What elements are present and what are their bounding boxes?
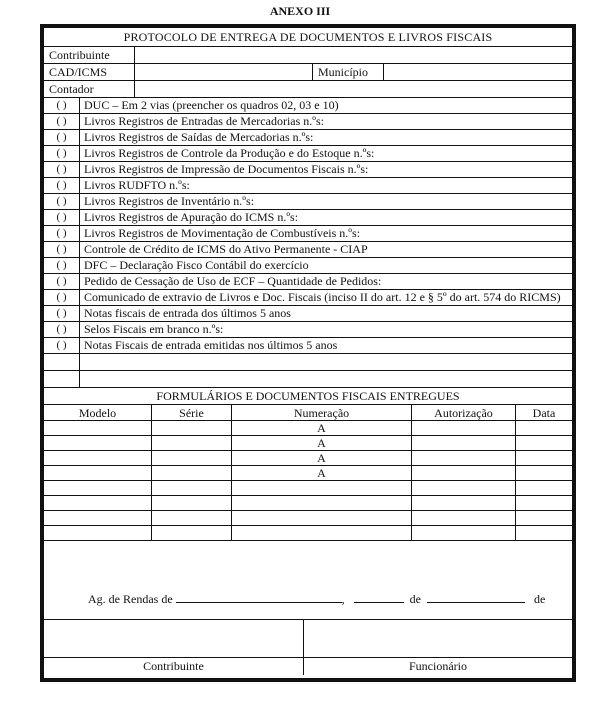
checklist-item-label: Selos Fiscais em branco n.ºs:: [84, 322, 224, 336]
cad-icms-field[interactable]: [135, 64, 313, 80]
cell-serie[interactable]: [152, 496, 232, 511]
cell-modelo[interactable]: [44, 436, 152, 451]
cell-modelo[interactable]: [44, 481, 152, 496]
checkbox[interactable]: ( ): [44, 178, 80, 193]
forms-table: [44, 405, 572, 541]
checkbox[interactable]: ( ): [44, 258, 80, 273]
col-header-autorizacao: Autorização: [412, 405, 516, 421]
blank-row: [44, 354, 572, 371]
location-date-line: [88, 590, 545, 607]
checkbox[interactable]: ( ): [44, 194, 80, 209]
checklist-item-label: Notas fiscais de entrada dos últimos 5 anos: [84, 306, 291, 320]
contador-row: [44, 81, 572, 98]
contribuinte-label: Contribuinte: [44, 47, 135, 63]
checklist-item-label: Livros Registros de Saídas de Mercadorias n.ºs:: [84, 130, 314, 144]
cell-data[interactable]: [516, 481, 572, 496]
checklist-item-label: DUC – Em 2 vias (preencher os quadros 02, 03 e 10): [84, 98, 339, 112]
cell-serie[interactable]: [152, 436, 232, 451]
contribuinte-field[interactable]: [135, 47, 572, 63]
checklist-item: [44, 98, 572, 114]
checklist-item-label: Livros Registros de Movimentação de Combustíveis n.ºs:: [84, 226, 361, 240]
checkbox[interactable]: ( ): [44, 130, 80, 145]
cell-modelo[interactable]: [44, 511, 152, 526]
cell-modelo[interactable]: [44, 451, 152, 466]
checklist-item-label: Controle de Crédito de ICMS do Ativo Permanente - CIAP: [84, 242, 368, 256]
municipio-label: Município: [313, 64, 384, 80]
cell-data[interactable]: [516, 466, 572, 481]
contribuinte-row: [44, 47, 572, 64]
checklist-item: [44, 162, 572, 178]
checklist-item: [44, 178, 572, 194]
ag-rendas-label: Ag. de Rendas de: [88, 592, 173, 606]
signatures: [44, 620, 572, 675]
location-date-section: [44, 541, 572, 620]
checklist-item: [44, 322, 572, 338]
checklist: [44, 98, 572, 354]
cell-modelo[interactable]: [44, 466, 152, 481]
municipio-field[interactable]: [384, 64, 572, 80]
checklist-item: [44, 194, 572, 210]
col-header-serie: Série: [152, 405, 232, 421]
checkbox[interactable]: ( ): [44, 210, 80, 225]
cell-numeracao[interactable]: A: [232, 451, 412, 466]
cell-numeracao[interactable]: [232, 496, 412, 511]
cell-autorizacao[interactable]: [412, 451, 516, 466]
col-header-numeracao: Numeração: [232, 405, 412, 421]
contador-label: Contador: [44, 81, 135, 97]
cell-autorizacao[interactable]: [412, 436, 516, 451]
checkbox[interactable]: ( ): [44, 290, 80, 305]
de-label-2: de: [533, 592, 546, 606]
cell-autorizacao[interactable]: [412, 481, 516, 496]
protocol-form: [40, 24, 576, 682]
cell-serie[interactable]: [152, 511, 232, 526]
checklist-item-label: DFC – Declaração Fisco Contábil do exercício: [84, 258, 309, 272]
checklist-item: [44, 226, 572, 242]
forms-section-title: FORMULÁRIOS E DOCUMENTOS FISCAIS ENTREGUES: [44, 388, 572, 405]
checklist-item: [44, 274, 572, 290]
cell-data[interactable]: [516, 511, 572, 526]
checklist-item: [44, 338, 572, 354]
cell-serie[interactable]: [152, 526, 232, 541]
checklist-item: [44, 306, 572, 322]
checklist-item-label: Notas Fiscais de entrada emitidas nos últimos 5 anos: [84, 338, 338, 352]
checklist-item-label: Livros Registros de Entradas de Mercadorias n.ºs:: [84, 114, 324, 128]
checklist-item-label: Livros Registros de Controle da Produção e do Estoque n.ºs:: [84, 146, 375, 160]
checklist-item-label: Pedido de Cessação de Uso de ECF – Quantidade de Pedidos:: [84, 274, 382, 288]
cell-autorizacao[interactable]: [412, 526, 516, 541]
comma-separator: ,: [341, 592, 345, 606]
cad-icms-label: CAD/ICMS: [44, 64, 135, 80]
de-label-1: de: [409, 592, 421, 606]
cell-data[interactable]: [516, 436, 572, 451]
col-header-data: Data: [516, 405, 572, 421]
checkbox[interactable]: ( ): [44, 98, 80, 113]
checkbox[interactable]: ( ): [44, 242, 80, 257]
annex-title: ANEXO III: [269, 4, 331, 18]
checklist-item: [44, 210, 572, 226]
cell-data[interactable]: [516, 496, 572, 511]
ag-rendas-field[interactable]: [176, 590, 342, 603]
cell-numeracao[interactable]: A: [232, 466, 412, 481]
col-header-modelo: Modelo: [44, 405, 152, 421]
checkbox[interactable]: ( ): [44, 306, 80, 321]
cell-modelo[interactable]: [44, 496, 152, 511]
cell-numeracao[interactable]: A: [232, 436, 412, 451]
checklist-item: [44, 242, 572, 258]
checklist-item: [44, 146, 572, 162]
cell-numeracao[interactable]: [232, 511, 412, 526]
checkbox[interactable]: ( ): [44, 146, 80, 161]
checkbox[interactable]: ( ): [44, 338, 80, 353]
funcionario-signature-box[interactable]: [304, 620, 572, 675]
cell-autorizacao[interactable]: [412, 466, 516, 481]
checkbox[interactable]: ( ): [44, 226, 80, 241]
cad-icms-row: [44, 64, 572, 81]
blank-row: [44, 371, 572, 388]
checklist-item: [44, 114, 572, 130]
contribuinte-signature-label: Contribuinte: [44, 657, 303, 675]
checklist-item-label: Livros Registros de Inventário n.ºs:: [84, 194, 255, 208]
checklist-item-label: Livros Registros de Apuração do ICMS n.ºs:: [84, 210, 299, 224]
cell-data[interactable]: [516, 526, 572, 541]
day-field[interactable]: [354, 590, 404, 603]
checklist-item: [44, 130, 572, 146]
contribuinte-signature-box[interactable]: [44, 620, 304, 675]
cell-numeracao[interactable]: A: [232, 421, 412, 436]
month-field[interactable]: [427, 590, 525, 603]
cell-data[interactable]: [516, 451, 572, 466]
cell-serie[interactable]: [152, 466, 232, 481]
cell-numeracao[interactable]: [232, 526, 412, 541]
cell-serie[interactable]: [152, 481, 232, 496]
checkbox[interactable]: ( ): [44, 274, 80, 289]
checklist-item: [44, 290, 572, 306]
cell-modelo[interactable]: [44, 526, 152, 541]
checklist-item: [44, 258, 572, 274]
checkbox[interactable]: ( ): [44, 114, 80, 129]
cell-numeracao[interactable]: [232, 481, 412, 496]
cell-autorizacao[interactable]: [412, 511, 516, 526]
checkbox[interactable]: ( ): [44, 322, 80, 337]
contador-field[interactable]: [135, 81, 572, 97]
cell-serie[interactable]: [152, 421, 232, 436]
form-title: PROTOCOLO DE ENTREGA DE DOCUMENTOS E LIVROS FISCAIS: [44, 28, 572, 47]
checkbox[interactable]: ( ): [44, 162, 80, 177]
checklist-item-label: Livros RUDFTO n.ºs:: [84, 178, 190, 192]
cell-modelo[interactable]: [44, 421, 152, 436]
checklist-item-label: Livros Registros de Impressão de Documentos Fiscais n.ºs:: [84, 162, 369, 176]
cell-serie[interactable]: [152, 451, 232, 466]
funcionario-signature-label: Funcionário: [304, 657, 572, 675]
cell-autorizacao[interactable]: [412, 496, 516, 511]
checklist-item-label: Comunicado de extravio de Livros e Doc. Fiscais (inciso II do art. 12 e § 5º do art. 574 do RICMS): [84, 290, 561, 304]
cell-autorizacao[interactable]: [412, 421, 516, 436]
cell-data[interactable]: [516, 421, 572, 436]
